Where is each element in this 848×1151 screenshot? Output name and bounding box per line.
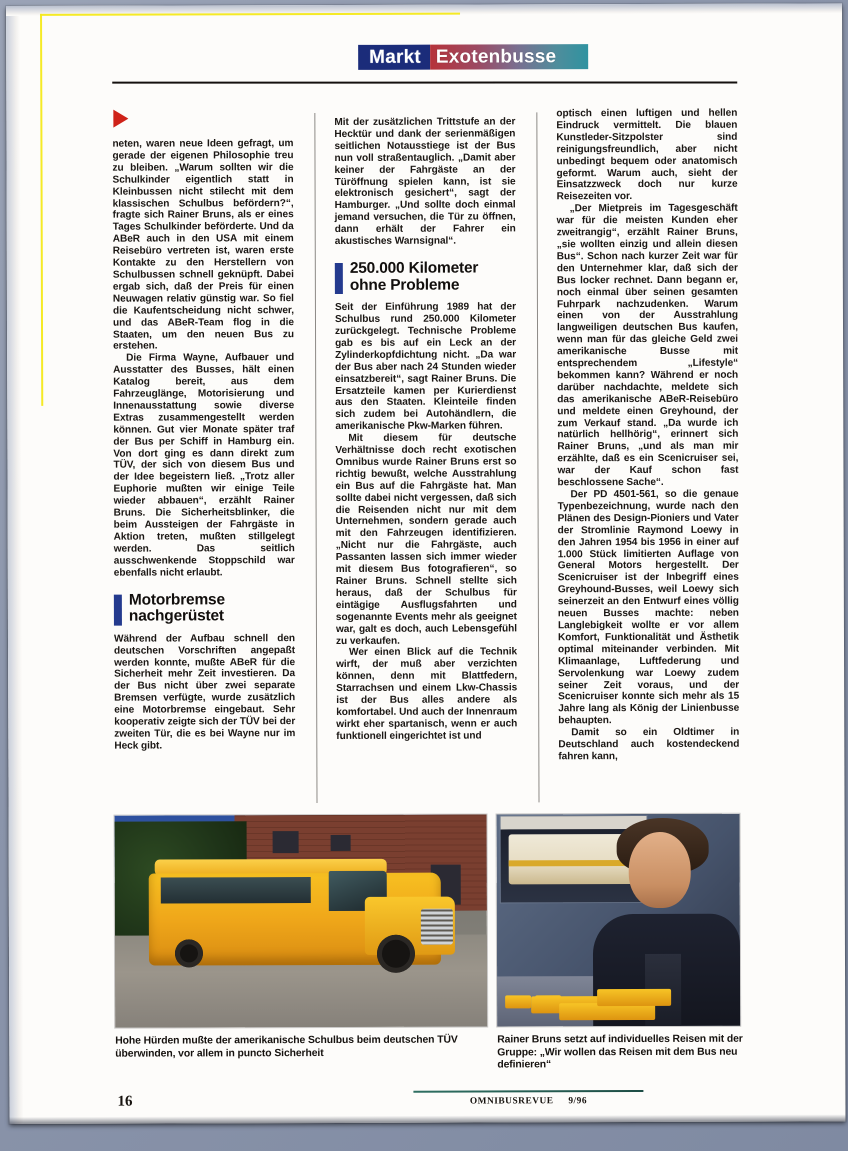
column-divider-1 — [314, 113, 317, 803]
photo-school-bus — [115, 814, 488, 1027]
article-columns — [112, 107, 740, 763]
photo-bus-windows — [161, 877, 311, 903]
folio — [413, 1096, 643, 1107]
page-edge-shading-left — [6, 6, 24, 1124]
masthead-banner — [358, 44, 588, 70]
subheading-accent-bar — [114, 594, 122, 625]
photo-bus-grille — [421, 909, 453, 945]
photo-building-window — [273, 831, 299, 853]
caption-left: Hohe Hürden mußte der amerikanische Schulbus beim deutschen TÜV überwinden, vor allem in puncto Sicherheit — [115, 1034, 458, 1060]
masthead-section-label: Markt — [358, 45, 430, 70]
paragraph: Während der Aufbau schnell den deutschen Vorschriften angepaßt werden konnte, mußte ABeR für die Sicherheit mehr Zeit investieren. Da der Bus nicht über zwei separate Bremsen verfügte, wurde zusätzlich eine Motorbremse eingebaut. Sehr kooperativ zeigte sich der TÜV bei der zweiten Tür, die es bei Wayne nur im Heck gibt. — [113, 632, 296, 752]
subheading-text: Motorbremse nachgerüstet — [128, 590, 225, 625]
photo-building-window — [331, 835, 351, 851]
scanner-guide-line-horizontal — [40, 13, 460, 16]
photo-bus-wheel — [175, 939, 203, 967]
column-divider-2 — [536, 112, 539, 802]
paragraph: Damit so ein Oldtimer in Deutschland auch kostendeckend fahren kann, — [558, 726, 740, 763]
publication-name: OMNIBUSREVUE — [469, 1096, 554, 1107]
paragraph: Mit diesem für deutsche Verhältnisse doch recht exotischen Omnibus wurde Rainer Bruns erst so richtig bewußt, welche Ausstrahlung ein Bus auf die Fahrgäste hat. Man sollte dabei nicht vergessen, daß sich die Reisenden nicht nur mit dem Unternehmen, sondern gerade auch mit den Fahrzeugen identifizieren. „Nicht nur die Fahrgäste, auch Passanten lassen sich immer wieder mit diesem Bus fotografieren“, so Rainer Bruns. Schnell stellte sich heraus, daß der Schulbus für eintägige Ausflugsfahrten und sogenannte Events mehr als geeignet war, galt es doch, auch Lebensgefühl zu verkaufen. — [335, 432, 517, 647]
photo-poster-banner — [501, 816, 647, 829]
column-two — [334, 108, 517, 742]
article-start-triangle-icon — [113, 110, 128, 128]
paragraph: Wer einen Blick auf die Technik wirft, der muß aber verzichten können, denn mit Blattfedern, Starrachsen und einem Lkw-Chassis ist der Bus alles andere als komfortabel. Und auch der Innenraum wirkt eher spartanisch, wenn er auch funktionell eingerichtet ist und — [336, 646, 518, 742]
column-three — [556, 108, 739, 763]
folio-rule — [413, 1090, 643, 1092]
caption-right: Rainer Bruns setzt auf individuelles Reisen mit der Gruppe: „Wir wollen das Reisen mit dem Bus neu definieren“ — [497, 1033, 743, 1071]
header-rule — [112, 81, 737, 83]
photo-model-bus — [597, 989, 671, 1006]
issue-number: 9/96 — [568, 1096, 588, 1107]
paragraph: neten, waren neue Ideen gefragt, um gerade der eigenen Philosophie treu zu bleiben. „Warum sollten wir die Schulkinder eigentlich statt in Kleinbussen nicht stilecht mit dem klassischen Schulbus befördern?“, fragte sich Rainer Bruns, als er eines Tages Schulkinder beförderte. Und da ABeR auch in den USA mit einem Reisebüro vertreten ist, waren erste Kontakte zu den Herstellern von Schulbussen schnell geknüpft. Dabei ergab sich, daß der Preis für einen Neuwagen relativ günstig war. So fiel die Kaufentscheidung nicht schwer, und das ABeR-Team flog in die Staaten, um den neuen Bus zu erstehen. — [112, 138, 295, 353]
photo-poster-stripe — [509, 860, 637, 866]
paragraph: optisch einen luftigen und hellen Eindruck vermittelt. Die blauen Kunstleder-Sitzpolster sind reinigungsfreundlich, aber nicht unbedingt bequem oder anatomisch geformt. Warum auch, sieht der Einsatzzweck doch nur kurze Reisezeiten vor. — [556, 107, 738, 203]
paragraph: Seit der Einführung 1989 hat der Schulbus rund 250.000 Kilometer zurückgelegt. Technische Probleme gab es bis auf ein Leck an der Zylinderkopfdichtung nicht. „Da war der Bus aber nach 24 Stunden wieder einsatzbereit“, sagt Rainer Bruns. Die Ersatzteile kamen per Kurierdienst aus den Staaten. Kleinteile finden sich zudem bei Autohändlern, die amerikanische Pkw-Marken führen. — [334, 301, 517, 433]
paragraph: Der PD 4501-561, so die genaue Typenbezeichnung, wurde nach den Plänen des Design-Pioniers und Vater der Stromlinie Raymond Loewy in den Jahren 1954 bis 1956 in einer auf 1.000 Stück limitierten Auflage von General Motors hergestellt. Der Scenicruiser ist der Inbegriff eines Greyhound-Busses, weil Loewy sich seinerzeit an den Entwurf eines völlig neuen Busses machte: neben Langlebigkeit wollte er vor allem Komfort, Funktionalität und Ästhetik optimal miteinander verbinden. Mit Klimaanlage, Luftfederung und Servolenkung war Loewy zudem seiner Zeit voraus, und der Scenicruiser konnte sich mehr als 15 Jahre lang als König der Linienbusse behaupten. — [557, 488, 740, 727]
photo-rainer-bruns-portrait — [497, 814, 741, 1027]
scanner-guide-line-vertical — [40, 14, 43, 406]
paragraph: „Der Mietpreis im Tagesgeschäft war für die meisten Kunden eher zweitrangig“, erzählt Rainer Bruns, „sie wollten einzig und allein diesen Bus“. Schon nach kurzer Zeit war für den Unternehmer klar, daß sich der Bus locker rechnet. Dann begann er, noch einmal über seinen gesamten Fuhrpark nachzudenken. Warum einen von der Ausstrahlung langweiligen deutschen Bus kaufen, wenn man für das gleiche Geld zwei amerikanische Busse mit entsprechendem „Lifestyle“ bekommen kann? Während er noch darüber nachdachte, meldete sich das amerikanische ABeR-Reisebüro und meldete einen Greyhound, der zum Verkauf stand. „Da wurde ich natürlich hellhörig“, erinnert sich Rainer Bruns, „und als man mir erzählte, daß es ein Scenicruiser sei, war der Kauf schon fast beschlossene Sache“. — [556, 202, 739, 489]
page-number: 16 — [117, 1093, 133, 1110]
subheading-motorbremse — [114, 592, 295, 626]
photo-row — [115, 814, 741, 1028]
paragraph: Mit der zusätzlichen Trittstufe an der Hecktür und dank der serienmäßigen seitlichen Notausstiege ist der Bus nun voll straßentauglich. „Damit aber keiner der Fahrgäste an der Türöffnung spielen kann, ist sie elektronisch gesichert“, sagt der Hamburger. „Und sollte doch einmal jemand versuchen, die Tür zu öffnen, dann erhält der Fahrer ein akustisches Warnsignal“. — [334, 116, 516, 248]
paragraph: Die Firma Wayne, Aufbauer und Ausstatter des Busses, hält einen Katalog bereit, aus dem Fahrzeuglänge, Motorisierung und Innenausstattung sowie diverse Extras zusammengestellt werden können. Gut vier Monate später traf der Bus per Schiff in Hamburg ein. Von dort ging es dann direkt zum TÜV, der sich von diesem Bus und der Idee begeistern ließ. „Trotz aller Euphorie mußten wir einige Teile wieder abbauen“, erzählt Rainer Bruns. Die Sicherheitsblinker, die beim Aussteigen der Fahrgäste in Aktion treten, mußten stillgelegt werden. Das seitlich ausschwenkende Stoppschild war ebenfalls nicht erlaubt. — [113, 352, 295, 579]
subheading-accent-bar — [335, 263, 343, 294]
photo-model-bus — [505, 995, 531, 1008]
photo-person-face — [629, 832, 691, 908]
photo-bus-wheel — [377, 935, 415, 973]
magazine-page — [6, 3, 846, 1124]
column-one — [112, 109, 295, 752]
masthead-topic-label: Exotenbusse — [430, 44, 588, 69]
subheading-text: 250.000 Kilometer ohne Probleme — [349, 259, 479, 294]
subheading-250000-kilometer — [335, 260, 516, 294]
